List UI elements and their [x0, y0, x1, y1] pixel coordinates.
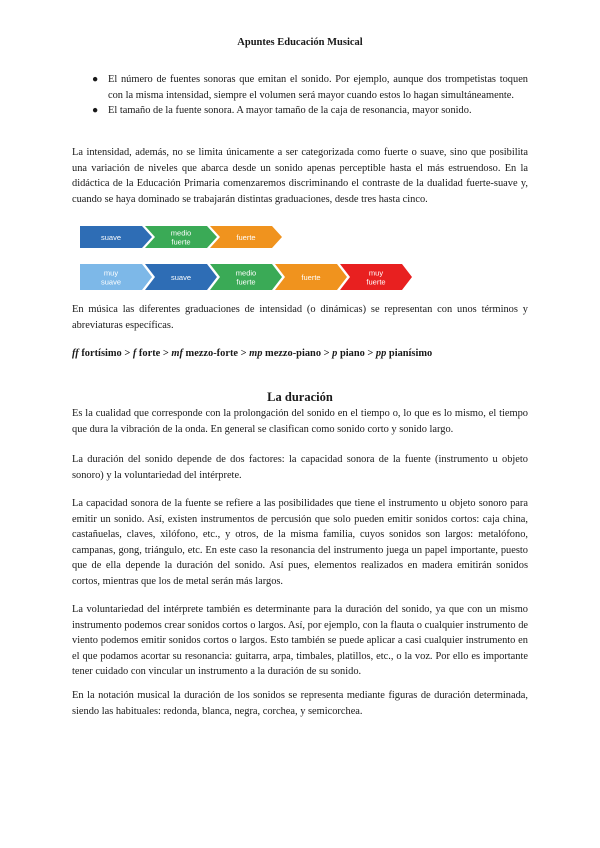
paragraph-performer-will: La voluntariedad del intérprete también es determinante para la duración del sonido, ya que con un mismo instrumento podemos crear sonidos cortos o largos. Así, por ejemplo, con la flauta o cualquier instrumento de viento podemos emitir sonidos cortos o largos. Esto también se puede aplicar a casi cualquier instrumento en el que podamos acortar su resonancia: guitarra, arpa, timbales, platillos, etc., o la voz. Por ello es importante tener cuidado con vincular un instrumento a la duración de su sonido. [72, 604, 528, 678]
paragraph-duration-factors: La duración del sonido depende de dos factores: la capacidad sonora de la fuente (instrumento u objeto sonoro) y la voluntariedad del intérprete. [72, 454, 528, 481]
dynamics-list [72, 348, 528, 359]
dynamic-separator: > [364, 348, 376, 359]
dynamic-term: mezzo-forte [182, 348, 239, 359]
dynamic-term: piano [337, 348, 365, 359]
scale-chevron-label: suave [170, 273, 192, 282]
dynamic-term: forte [136, 348, 161, 359]
dynamic-term: mezzo-piano [262, 348, 322, 359]
list-item-text: El tamaño de la fuente sonora. A mayor tamaño de la caja de resonancia, mayor sonido. [108, 105, 472, 117]
scale-chevron-label: suave [100, 233, 122, 242]
paragraph-duration-definition: Es la cualidad que corresponde con la prolongación del sonido en el tiempo o, lo que es lo mismo, el tiempo que dura la vibración de la onda. En general se clasifican como sonido corto y sonido largo. [72, 408, 528, 435]
scale-five-levels [80, 264, 412, 290]
dynamic-abbreviation: f [132, 348, 137, 359]
dynamic-abbreviation: mf [171, 348, 183, 359]
scale-chevron-label: muy suave [100, 268, 122, 287]
paragraph-notation: En la notación musical la duración de los sonidos se representa mediante figuras de duración determinada, siendo las habituales: redonda, blanca, negra, corchea, y semicorchea. [72, 690, 528, 717]
dynamic-term: pianísimo [386, 348, 433, 359]
dynamic-term: fortísimo [78, 348, 122, 359]
dynamic-separator: > [121, 348, 133, 359]
scale-chevron-label: medio fuerte [170, 228, 192, 247]
paragraph-dynamics: En música las diferentes graduaciones de intensidad (o dinámicas) se representan con unos términos y abreviaturas específicas. [72, 304, 528, 331]
dynamic-separator: > [321, 348, 333, 359]
scale-chevron-label: fuerte [301, 273, 321, 282]
paragraph-source-capacity: La capacidad sonora de la fuente se refiere a las posibilidades que tiene el instrumento u objeto sonoro para emitir un sonido. Así, existen instrumentos de percusión que solo pueden emitir sonidos cortos: caja china, castañuelas, claves, xilófono, etc., y otros, de la misma familia, cuyos sonidos son largos: metalófono, campanas, gong, triángulo, etc. En este caso la resonancia del instrumento juega un papel importante, puesto que de ella depende la duración del sonido. Así pues, elementos realizados en madera emitirán sonidos cortos, mientras que los de metal serán más largos. [72, 498, 528, 587]
dynamic-separator: > [160, 348, 172, 359]
scale-three-levels [80, 226, 282, 248]
dynamic-abbreviation: ff [72, 348, 79, 359]
dynamic-abbreviation: pp [375, 348, 387, 359]
paragraph-intensity: La intensidad, además, no se limita únicamente a ser categorizada como fuerte o suave, sino que posibilita una variación de niveles que abarca desde un sonido apenas perceptible hasta el más estruendoso. En la didáctica de la Educación Primaria comenzaremos discriminando el contraste de la dualidad fuerte-suave y, cuando se haya dominado se trabajarán distintas graduaciones, desde tres hasta cinco. [72, 147, 528, 205]
bullet-icon: ● [92, 74, 99, 85]
dynamic-separator: > [238, 348, 250, 359]
document-title: Apuntes Educación Musical [237, 37, 363, 48]
section-title: La duración [267, 390, 333, 404]
dynamic-abbreviation: mp [249, 348, 263, 359]
bullet-icon: ● [92, 105, 99, 117]
list-item-text: El número de fuentes sonoras que emitan el sonido. Por ejemplo, aunque dos trompetistas toquen con la misma intensidad, siempre el volumen será mayor cuando estos lo hagan simultáneamente. [108, 74, 528, 101]
scale-chevron-label: muy fuerte [366, 268, 386, 287]
dynamic-abbreviation: p [332, 348, 338, 359]
scale-chevron-label: medio fuerte [235, 268, 257, 287]
scale-chevron-label: fuerte [236, 233, 256, 242]
